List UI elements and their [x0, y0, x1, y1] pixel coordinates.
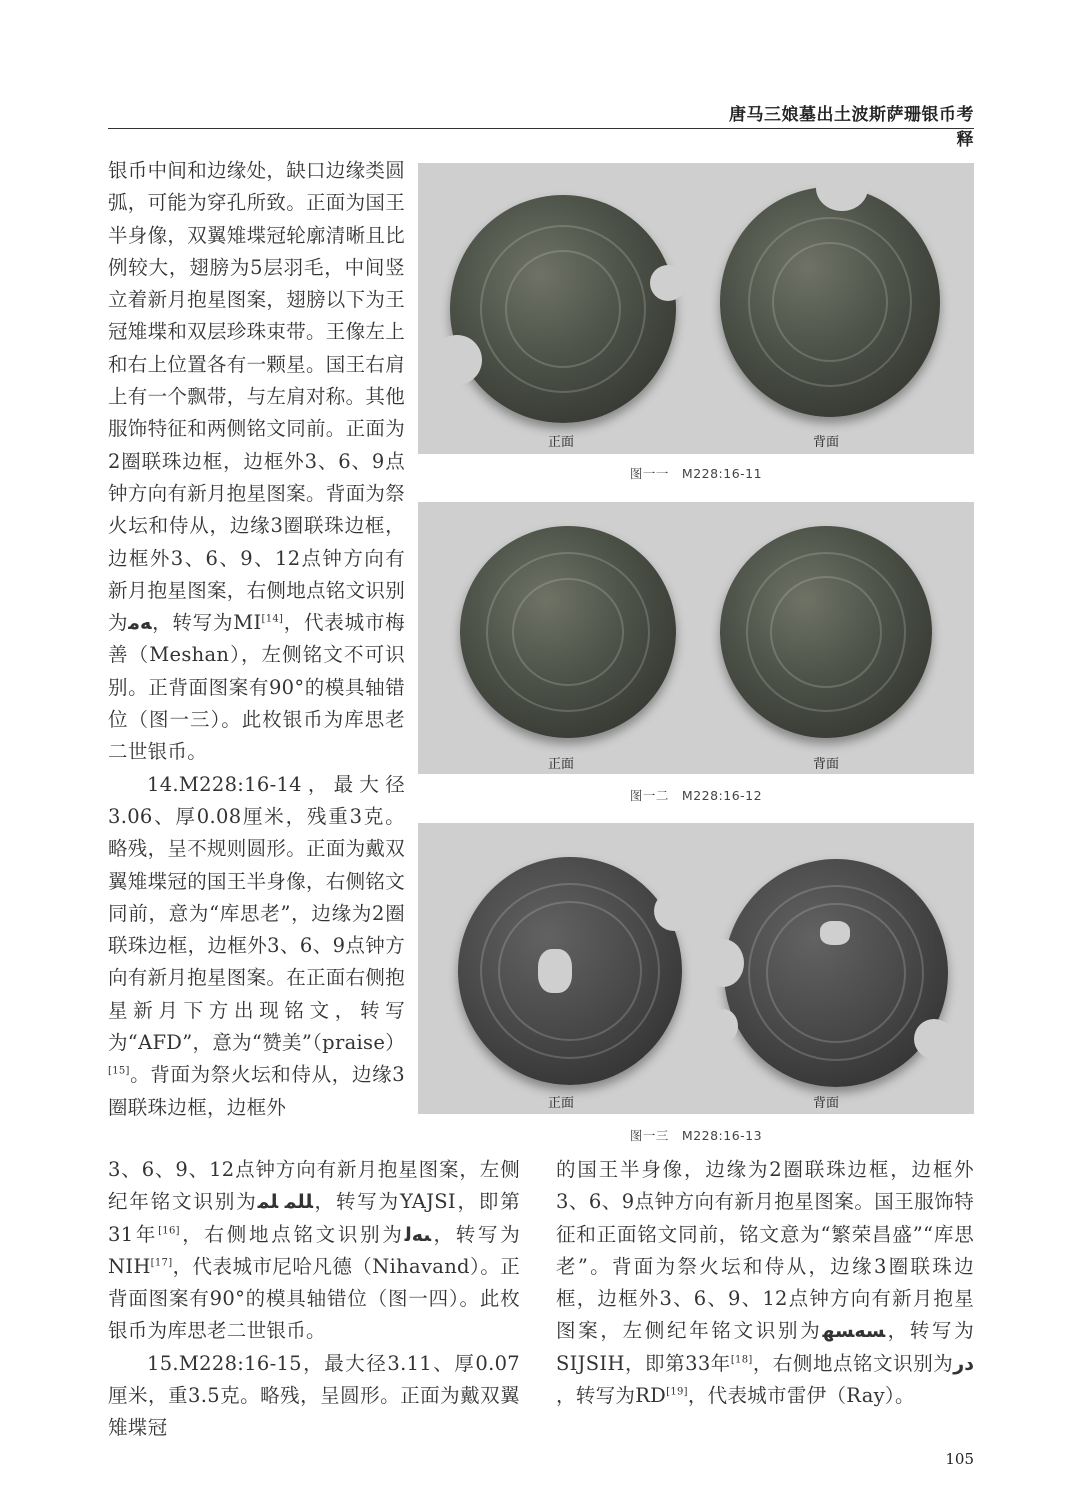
- obverse-label: 正面: [548, 435, 575, 450]
- coin-damage: [708, 1009, 738, 1043]
- paragraph-text: 银币中间和边缘处，缺口边缘类圆弧，可能为穿孔所致。正面为国王半身像，双翼雉堞冠轮廓清晰且比例较大，翅膀为5层羽毛，中间竖立着新月抱星图案，翅膀以下为王冠雉堞和双层珍珠束带。王像左上和右上位置各有一颗星。国王右肩上有一个飘带，与左肩对称。其他服饰特征和两侧铭文同前。正面为2圈联珠边框，边框外3、6、9点钟方向有新月抱星图案。背面为祭火坛和侍从，边缘3圈联珠边框，边框外3、6、9、12点钟方向有新月抱星图案，右侧地点铭文识别为: [108, 159, 406, 635]
- coin-ring: [512, 578, 624, 686]
- reverse-label: 背面: [813, 435, 840, 450]
- paragraph-text: 3、6、9、12点钟方向有新月抱星图案，左侧纪年铭文识别为: [108, 1158, 520, 1214]
- pahlavi-inscription: ﺩﺭ: [953, 1352, 974, 1375]
- reference-marker: [18]: [730, 1354, 753, 1366]
- paragraph-text: ，右侧地点铭文识别为: [752, 1351, 954, 1375]
- pahlavi-inscription: ﺴﻪﺴﻬ: [822, 1320, 886, 1343]
- header-rule: [108, 128, 974, 129]
- coin-reverse-image: [720, 187, 940, 417]
- coin-obverse-image: [458, 857, 682, 1085]
- paragraph-text: 14.M228:16-14，最大径3.06、厚0.08厘米，残重3克。略残，呈不规则圆形。正面为戴双翼雉堞冠的国王半身像，右侧铭文同前，意为“库思老”，边缘为2圈联珠边框，边框外3、6、9点钟方向有新月抱星图案。在正面右侧抱星新月下方出现铭文，转写为“AFD”，意为“赞美”（praise）: [108, 772, 406, 1055]
- obverse-label: 正面: [548, 757, 575, 772]
- paragraph-text: ，转写为NIH: [108, 1222, 520, 1278]
- paragraph-text: 15.M228:16-15，最大径3.11、厚0.07厘米，重3.5克。略残，呈圆形。正面为戴双翼雉堞冠: [108, 1351, 520, 1440]
- paragraph-text: ，代表城市梅善（Meshan），左侧铭文不可识别。正背面图案有90°的模具轴错位（图一三）。此枚银币为库思老二世银币。: [108, 611, 405, 764]
- figure-caption: 图一二 M228:16-12: [629, 788, 763, 803]
- coin-damage: [432, 335, 482, 385]
- coin-ring: [772, 242, 888, 362]
- coin-damage: [650, 265, 686, 301]
- coin-ring: [770, 576, 882, 688]
- running-head: 唐马三娘墓出土波斯萨珊银币考释: [729, 105, 974, 150]
- pahlavi-inscription: ﻪﻣ: [128, 612, 152, 635]
- paragraph-text: ，转写为RD: [556, 1384, 667, 1408]
- paragraph-text: ，转写为MI: [151, 611, 262, 635]
- pahlavi-inscription: ﯩﻪﻟ: [404, 1223, 432, 1246]
- paragraph-text: ，转写为YAJSI，即第31年: [108, 1190, 520, 1246]
- coin-damage: [820, 921, 850, 945]
- figure-coin-16-13: [418, 823, 974, 1114]
- coin-damage: [538, 949, 572, 993]
- coin-reverse-image: [720, 526, 932, 738]
- figure-coin-16-11: [418, 163, 974, 454]
- paragraph-text: ，右侧地点铭文识别为: [179, 1222, 405, 1246]
- reference-marker: [16]: [158, 1225, 180, 1237]
- reference-marker: [14]: [261, 613, 284, 625]
- figure-caption: 图一三 M228:16-13: [629, 1128, 763, 1143]
- paragraph-text: ，转写为SIJSIH，即第33年: [556, 1319, 975, 1375]
- left-column-text: [108, 155, 405, 1124]
- reference-marker: [19]: [666, 1386, 688, 1398]
- paragraph-text: ，代表城市雷伊（Ray）。: [687, 1384, 915, 1408]
- paragraph-text: ，代表城市尼哈凡德（Nihavand）。正背面图案有90°的模具轴错位（图一四）。此枚银币为库思老二世银币。: [108, 1254, 520, 1343]
- reference-marker: [15]: [108, 1065, 130, 1077]
- coin-damage: [914, 1019, 954, 1059]
- bottom-right-text: [556, 1154, 974, 1412]
- paragraph-text: 。背面为祭火坛和侍从，边缘3圈联珠边框，边框外: [108, 1063, 405, 1119]
- pahlavi-inscription: ﻠﻠﻤ ﻠﻤ: [257, 1191, 313, 1214]
- coin-damage: [702, 939, 744, 987]
- reference-marker: [17]: [150, 1257, 173, 1269]
- paragraph-text: 的国王半身像，边缘为2圈联珠边框，边框外3、6、9点钟方向有新月抱星图案。国王服饰特征和正面铭文同前，铭文意为“繁荣昌盛”“库思老”。背面为祭火坛和侍从，边缘3圈联珠边框，边框外3、6、9、12点钟方向有新月抱星图案，左侧纪年铭文识别为: [556, 1158, 974, 1343]
- coin-ring: [505, 250, 621, 368]
- coin-damage: [816, 165, 868, 211]
- coin-obverse-image: [450, 195, 676, 423]
- reverse-label: 背面: [813, 757, 840, 772]
- obverse-label: 正面: [548, 1096, 575, 1111]
- bottom-left-text: [108, 1154, 520, 1445]
- figure-caption: 图一一 M228:16-11: [629, 466, 763, 481]
- figure-coin-16-12: [418, 502, 974, 774]
- coin-damage: [654, 891, 694, 931]
- page-number: 105: [945, 1450, 974, 1468]
- coin-obverse-image: [460, 526, 676, 738]
- coin-reverse-image: [724, 859, 948, 1087]
- reverse-label: 背面: [813, 1096, 840, 1111]
